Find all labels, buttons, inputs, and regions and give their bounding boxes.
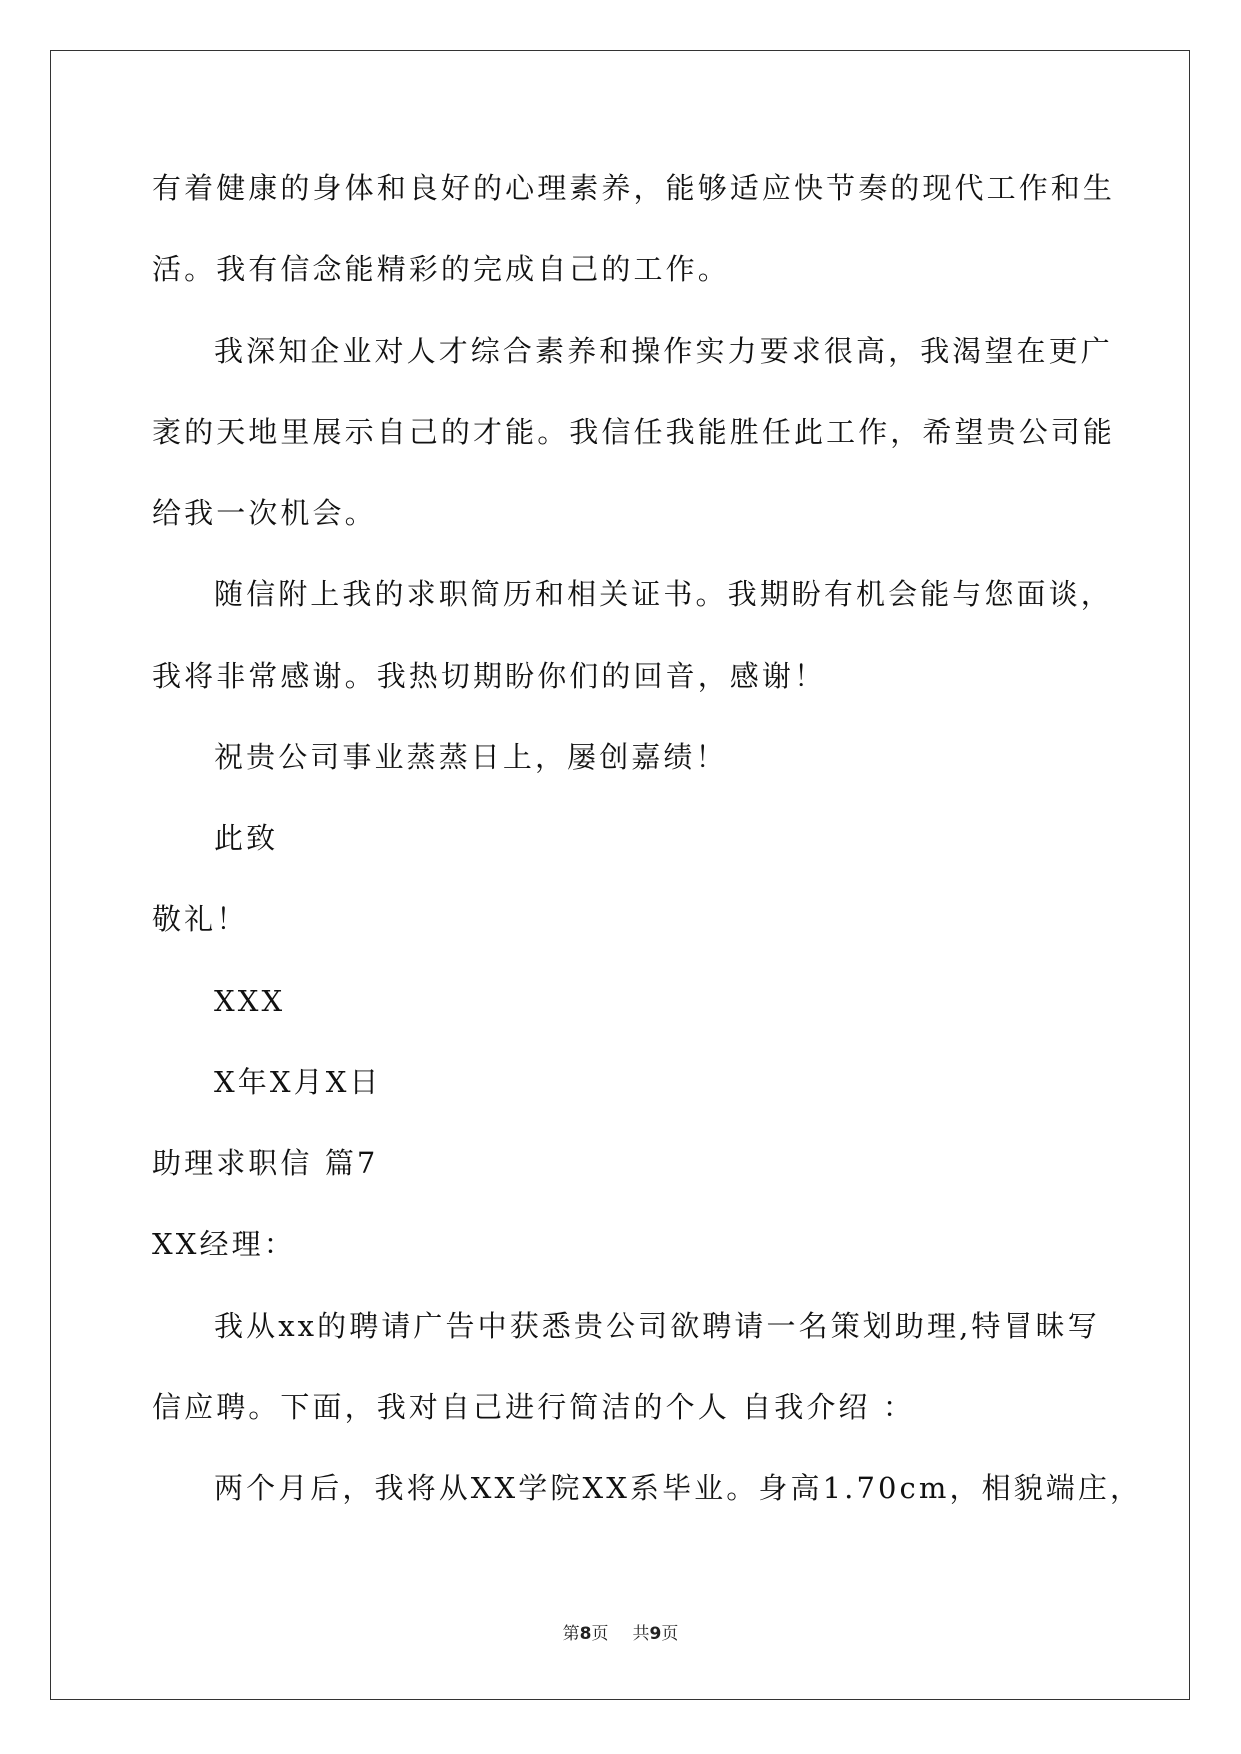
footer-page-mid: 页	[591, 1624, 609, 1644]
body-line-3: 我深知企业对人才综合素养和操作实力要求很高，我渴望在更广	[214, 334, 1113, 368]
body-line-8: 祝贵公司事业蒸蒸日上，屡创嘉绩！	[214, 740, 728, 774]
footer-total-prefix: 共	[632, 1624, 650, 1644]
page-border	[50, 50, 1190, 1700]
footer-page-total: 9	[649, 1624, 662, 1644]
body-line-6: 随信附上我的求职简历和相关证书。我期盼有机会能与您面谈，	[214, 577, 1113, 611]
salutation: XX经理：	[152, 1227, 296, 1261]
body-line-4: 袤的天地里展示自己的才能。我信任我能胜任此工作，希望贵公司能	[152, 415, 1116, 449]
body-line-15: 我从xx的聘请广告中获悉贵公司欲聘请一名策划助理,特冒昧写	[214, 1309, 1100, 1343]
footer-page-prefix: 第	[562, 1624, 580, 1644]
signature-name: XXX	[214, 984, 286, 1018]
body-line-17: 两个月后，我将从XX学院XX系毕业。身高1.70cm，相貌端庄，	[214, 1471, 1143, 1505]
closing-jingli: 敬礼！	[152, 902, 249, 936]
closing-cizhi: 此致	[214, 821, 279, 855]
section-heading: 助理求职信 篇7	[152, 1146, 379, 1180]
signature-date: X年X月X日	[214, 1065, 382, 1099]
body-line-5: 给我一次机会。	[152, 496, 377, 530]
body-line-16: 信应聘。下面，我对自己进行简洁的个人 自我介绍 ：	[152, 1390, 915, 1424]
page-footer	[0, 1622, 1241, 1646]
body-line-1: 有着健康的身体和良好的心理素养，能够适应快节奏的现代工作和生	[152, 171, 1116, 205]
footer-page-current: 8	[579, 1624, 592, 1644]
footer-total-suffix: 页	[661, 1624, 679, 1644]
body-line-2: 活。我有信念能精彩的完成自己的工作。	[152, 252, 730, 286]
body-line-7: 我将非常感谢。我热切期盼你们的回音，感谢！	[152, 659, 827, 693]
